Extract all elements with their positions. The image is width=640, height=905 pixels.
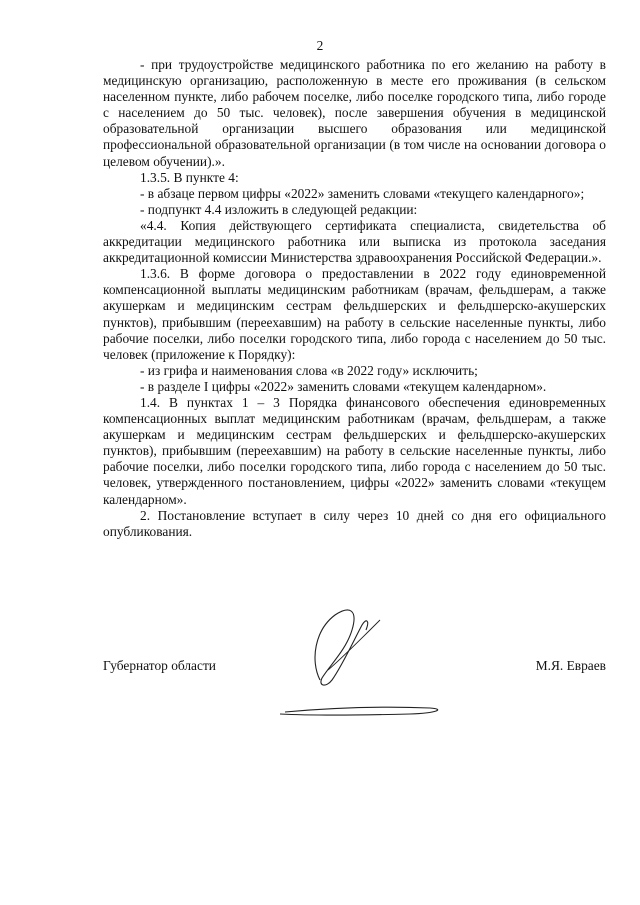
paragraph-2-effective: 2. Постановление вступает в силу через 10 дней со дня его официального опубликования.	[103, 507, 606, 539]
signatory-title: Губернатор области	[103, 658, 216, 673]
paragraph-1-4: 1.4. В пунктах 1 – 3 Порядка финансового обеспечения единовременных компенсационных выплат медицинским работникам (врачам, фельдшерам, а также акушеркам и медицинским сестрам фельдшерских и фельдшерско-акушерских пунктов), прибывшим (переехавшим) на работу в сельские населенные пункты, либо рабочие поселки, либо поселки городского типа, либо города с населением до 50 тыс. человек, утвержденного постановлением, цифры «2022» заменить словами «текущем календарном».	[103, 394, 606, 507]
paragraph-subclause-4-4-intro: - подпункт 4.4 изложить в следующей редакции:	[140, 201, 418, 217]
document-body	[103, 57, 606, 540]
paragraph-section-1: - в разделе I цифры «2022» заменить словами «текущем календарном».	[140, 378, 547, 394]
paragraph-1-3-5: 1.3.5. В пункте 4:	[140, 169, 239, 185]
paragraph-1-3-6: 1.3.6. В форме договора о предоставлении в 2022 году единовременной компенсационной выплаты медицинским работникам (врачам, фельдшерам, а также акушеркам и медицинским сестрам фельдшерских и фельдшерско-акушерских пунктов), прибывшим (переехавшим) на работу в сельские населенные пункты, либо рабочие поселки, либо поселки городского типа, либо города с населением до 50 тыс. человек (приложение к Порядку):	[103, 266, 606, 362]
paragraph-first-abzac: - в абзаце первом цифры «2022» заменить словами «текущего календарного»;	[140, 185, 585, 201]
signatory-name: М.Я. Евраев	[535, 658, 606, 673]
handwritten-signature	[270, 600, 470, 725]
paragraph-employment-clause: - при трудоустройстве медицинского работника по его желанию на работу в медицинскую организацию, расположенную в месте его проживания (в сельском населенном пункте, либо рабочем поселке, либо поселке городского типа, либо городе с населением до 50 тыс. человек), после завершения обучения в медицинской образовательной организации высшего образования или медицинской профессиональной образовательной организации (в том числе на основании договора о целевом обучении).».	[103, 57, 606, 169]
paragraph-4-4-text: «4.4. Копия действующего сертификата специалиста, свидетельства об аккредитации медицинского работника или выписка из протокола заседания аккредитационной комиссии Министерства здравоохранения Российской Федерации.».	[103, 217, 606, 266]
page-number: 2	[316, 38, 324, 53]
paragraph-grif: - из грифа и наименования слова «в 2022 году» исключить;	[140, 362, 478, 378]
signature-block	[0, 600, 640, 740]
